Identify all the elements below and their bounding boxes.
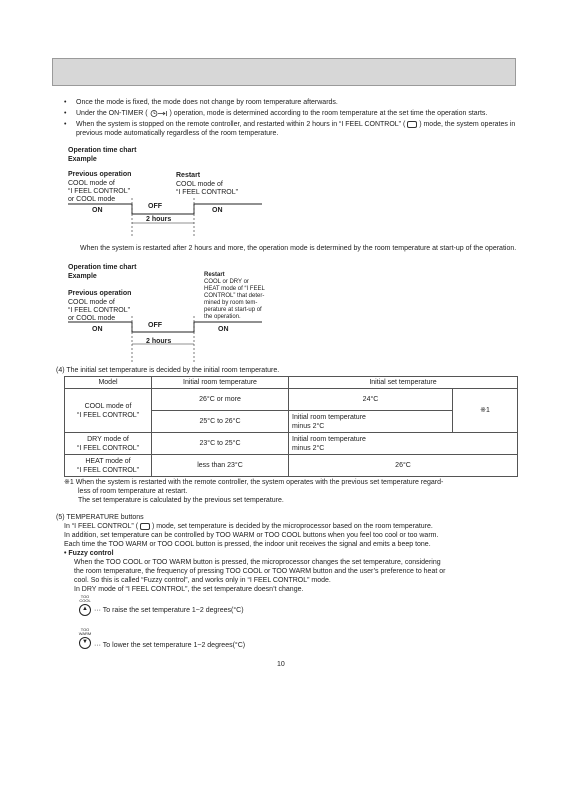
table-header: Initial set temperature (289, 377, 518, 389)
bullet-list (62, 98, 522, 140)
bullet-item (62, 120, 522, 138)
section5-title: (5) TEMPERATURE buttons (56, 514, 144, 521)
chart2-previous-line: COOL mode of (68, 299, 115, 306)
room-temp-cell: 25°C to 26°C (152, 411, 289, 433)
room-temp-cell: less than 23°C (152, 455, 289, 477)
fuzzy-line: When the TOO COOL or TOO WARM button is pressed, the microprocessor changes the set temperature, considering (74, 559, 441, 566)
fuzzy-control-text (74, 558, 524, 594)
chart2-title: Operation time chart (68, 264, 137, 271)
too-warm-button (79, 637, 91, 649)
chart1-off-label: OFF (148, 203, 162, 210)
table-row (65, 433, 518, 455)
room-temp-cell: 23°C to 25°C (152, 433, 289, 455)
restart-after-paragraph: When the system is restarted after 2 hours and more, the operation mode is determined by the room temperature at start-up of the operation. (80, 245, 517, 252)
set-temp-line: Initial room temperature (292, 435, 366, 443)
set-temp-cell (289, 433, 518, 455)
fuzzy-control-title: Fuzzy control (68, 550, 114, 557)
chart2-restart-line: perature at start-up of (204, 307, 262, 313)
chart2-restart-line: HEAT mode of “I FEEL (204, 286, 265, 292)
header-band (52, 58, 516, 86)
fuzzy-line: cool. So this is called “Fuzzy control”, and works only in “I FEEL CONTROL” mode. (74, 577, 331, 585)
model-line: “I FEEL CONTROL” (77, 444, 139, 452)
model-line: DRY mode of (87, 435, 129, 443)
model-cell (65, 433, 152, 455)
set-temp-line: minus 2°C (292, 444, 325, 452)
chart2-off-label: OFF (148, 322, 162, 329)
model-line: COOL mode of (84, 402, 132, 410)
i-feel-control-icon (407, 121, 417, 128)
chart2-restart-line: mined by room tem- (204, 300, 258, 306)
table-row (65, 455, 518, 477)
initial-temperature-table (64, 376, 518, 477)
triangle-down-icon: ▼ (82, 639, 88, 646)
table-header-row (65, 377, 518, 389)
footnote-line: The set temperature is calculated by the previous set temperature. (78, 497, 284, 504)
bullet-text: ) operation, mode is determined according to the room temperature at the set time the operation starts. (169, 110, 488, 118)
set-temp-line: minus 2°C (292, 422, 325, 430)
lower-description: ··· To lower the set temperature 1~2 degrees(°C) (94, 642, 246, 649)
chart1-title: Operation time chart (68, 147, 137, 154)
page-number: 10 (277, 661, 285, 668)
section4-title: (4) The initial set temperature is decided by the initial room temperature. (56, 367, 280, 374)
raise-description: ··· To raise the set temperature 1~2 degrees(°C) (94, 607, 244, 614)
set-temp-cell (289, 411, 453, 433)
bullet-text: Under the ON-TIMER ( (76, 110, 148, 118)
table-header: Initial room temperature (152, 377, 289, 389)
i-feel-control-icon (140, 523, 150, 530)
footnote-line: ※1 When the system is restarted with the remote controller, the system operates with the previous set temperature regard- (64, 479, 444, 486)
chart1-on-label: ON (92, 207, 103, 214)
set-temp-cell: 26°C (289, 455, 518, 477)
fuzzy-line: the room temperature, the frequency of pressing TOO COOL or TOO WARM button and the user’s preference to heat or (74, 568, 446, 576)
chart1-restart-title: Restart (176, 172, 201, 179)
chart2-restart-line: COOL or DRY or (204, 279, 249, 285)
model-cell (65, 455, 152, 477)
chart1-previous-line: “I FEEL CONTROL” (68, 188, 130, 195)
chart1-subtitle: Example (68, 156, 97, 163)
section5-paragraph: In addition, set temperature can be controlled by TOO WARM or TOO COOL buttons when you feel too cool or too warm. (64, 532, 439, 539)
room-temp-cell: 26°C or more (152, 389, 289, 411)
section5-paragraph: Each time the TOO WARM or TOO COOL button is pressed, the indoor unit receives the signal and emits a beep tone. (64, 541, 431, 548)
chart2-restart-line: CONTROL” that deter- (204, 293, 265, 299)
chart2-subtitle: Example (68, 273, 97, 280)
footnote-line: less of room temperature at restart. (78, 488, 188, 495)
set-temp-cell: 24°C (289, 389, 453, 411)
chart1-previous-line: COOL mode of (68, 180, 115, 187)
bullet-item (62, 109, 522, 118)
chart2-previous-title: Previous operation (68, 290, 132, 297)
too-warm-label: TOO WARM (78, 627, 92, 636)
chart2-previous-line: “I FEEL CONTROL” (68, 307, 130, 314)
chart1-restart-line: “I FEEL CONTROL” (176, 189, 238, 196)
note-cell: ※1 (453, 389, 518, 433)
bullet-text: Once the mode is fixed, the mode does not change by room temperature afterwards. (76, 99, 338, 106)
chart1-duration-label: 2 hours (146, 216, 172, 223)
model-line: HEAT mode of (85, 457, 131, 465)
chart1-on-label: ON (212, 207, 223, 214)
paragraph-text: In “I FEEL CONTROL” ( (64, 523, 139, 530)
chart2-previous-line: or COOL mode (68, 315, 116, 322)
model-cell (65, 389, 152, 433)
chart1-previous-line: or COOL mode (68, 196, 116, 203)
chart2-on-label: ON (218, 326, 229, 333)
table-row (65, 389, 518, 411)
chart1-previous-title: Previous operation (68, 171, 132, 178)
chart2-on-label: ON (92, 326, 103, 333)
section5-paragraph (64, 522, 524, 531)
chart1-restart-line: COOL mode of (176, 181, 223, 188)
chart2-duration-label: 2 hours (146, 338, 172, 345)
fuzzy-line: In DRY mode of “I FEEL CONTROL”, the set temperature doesn’t change. (74, 586, 304, 594)
model-line: “I FEEL CONTROL” (77, 466, 139, 474)
fuzzy-control-heading: • Fuzzy control (64, 550, 114, 557)
table-header: Model (65, 377, 152, 389)
set-temp-line: Initial room temperature (292, 413, 366, 421)
chart2-restart-title: Restart (204, 272, 225, 278)
bullet-item (62, 98, 522, 107)
paragraph-text: ) mode, set temperature is decided by the microprocessor based on the room temperature. (151, 523, 433, 530)
too-cool-button (79, 604, 91, 616)
model-line: “I FEEL CONTROL” (77, 411, 139, 419)
bullet-text: When the system is stopped on the remote controller, and restarted within 2 hours in “I FEEL CONTROL” ( (76, 121, 406, 129)
too-cool-label: TOO COOL (79, 594, 91, 603)
triangle-up-icon: ▲ (82, 606, 88, 613)
bullet-text: ) mode, the system operates in previous mode automatically regardless of the room temperature. (76, 121, 516, 138)
chart2-restart-line: the operation. (204, 314, 241, 320)
on-timer-icon (150, 110, 168, 117)
